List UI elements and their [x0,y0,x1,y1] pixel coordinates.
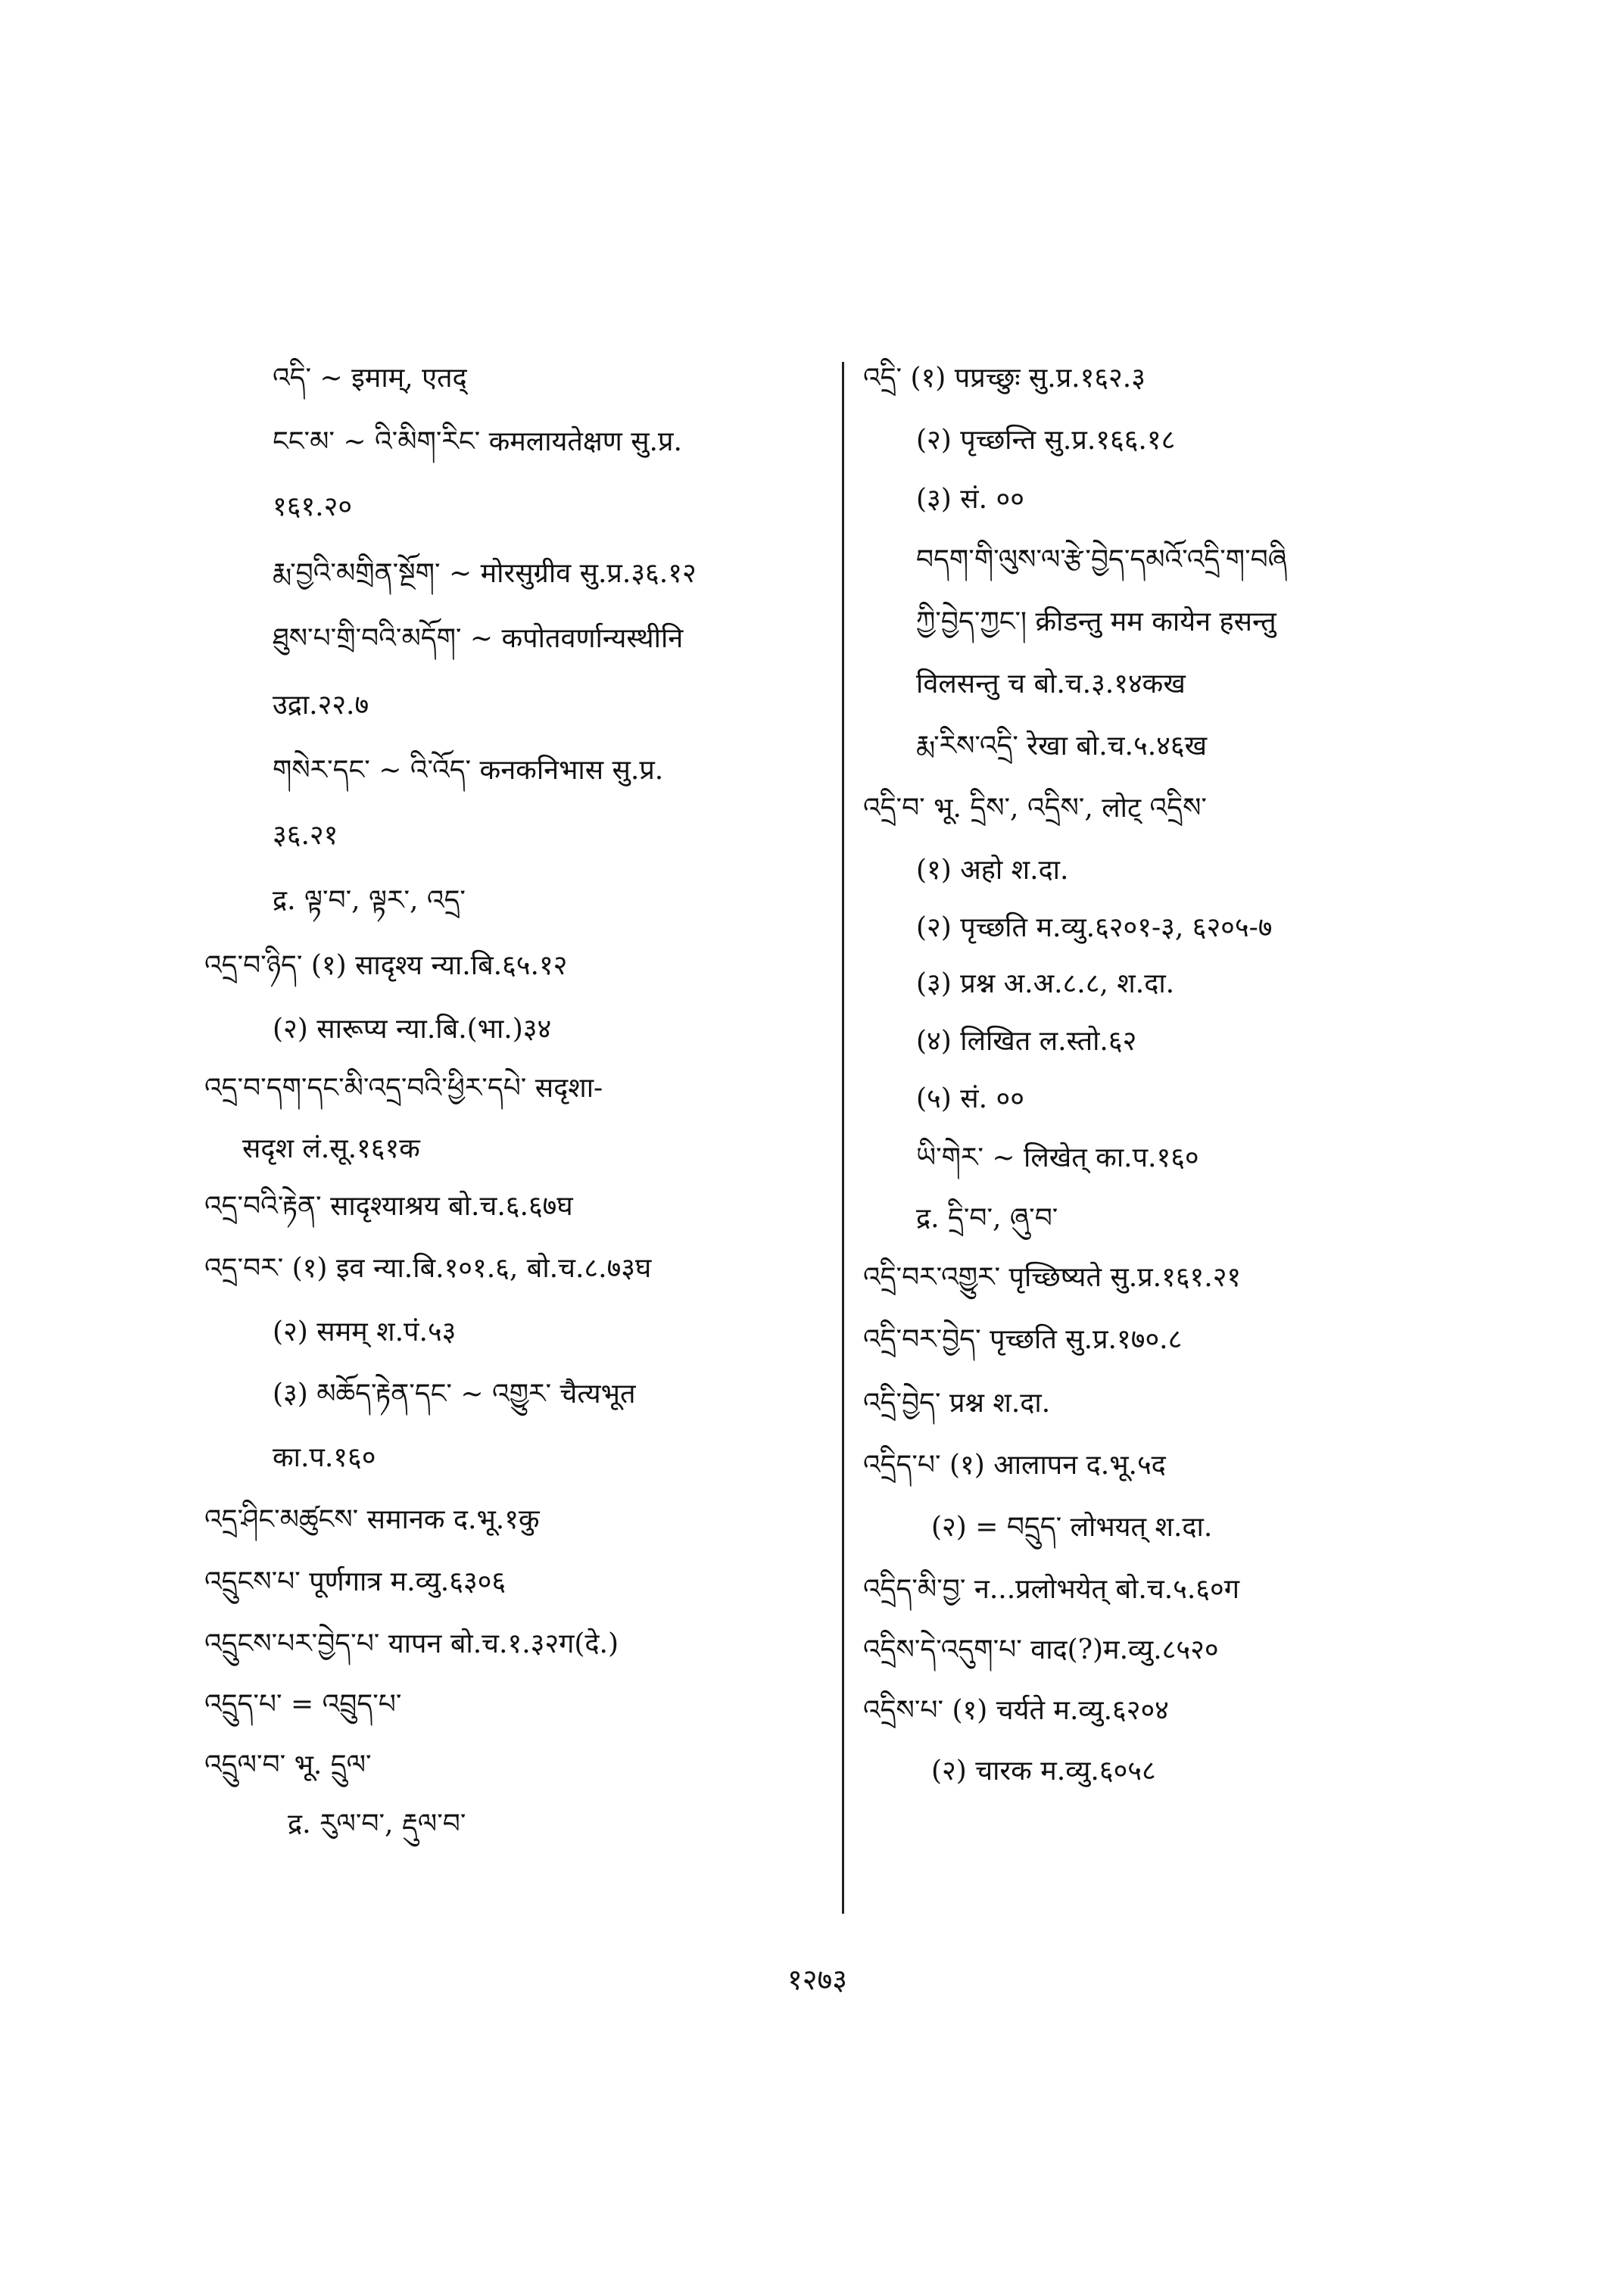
entry-line: (३) མཆོད་རྟེན་དང་ ~ འགྱུར་ चैत्यभूत [273,1379,636,1410]
entry-line: འདྲ་བ་དག་དང་མི་འདྲ་བའི་ཕྱིར་དཔེ་ सदृशा- [204,1073,603,1104]
entry-line: འདྲུད་པ་ = འབྲུད་པ་ [204,1689,402,1720]
entry-line: འདྲི་ (१) पप्रच्छुः सु.प्र.१६२.३ [863,363,1146,394]
entry-line: འདྲི་བར་བྱེད་ पृच्छति सु.प्र.१७०.८ [863,1324,1183,1355]
entry-line: རྨ་བྱའི་མགྲིན་སྔོག་ ~ मोरसुग्रीव सु.प्र.३६.१२ [273,558,697,589]
entry-line: उद्रा.२२.७ [273,690,369,721]
entry-line: འདྲུལ་བ་ भू. དྲུལ་ [204,1749,372,1781]
entry-line: द्र. ལྟ་བ་, ལྟར་, འདྲ་ [273,885,466,916]
entry-line: (५) सं. ०० [916,1083,1024,1114]
entry-line: འདྲ་ཤིང་མཚུངས་ समानक द.भू.१कु [204,1504,540,1535]
entry-line: (३) सं. ०० [916,484,1024,515]
entry-line: འདྲ་བར་ (१) इव न्या.बि.१०१.६, बो.च.८.७३घ [204,1253,652,1284]
entry-line: འདྲིད་པ་ (१) आलापन द.भू.५द [863,1450,1166,1481]
entry-line: འདྲི་བྱེད་ प्रश्न श.दा. [863,1388,1051,1419]
page-number: १२७३ [787,1963,848,1996]
entry-line: འདྲིས་དེ་འདུག་པ་ वाद(?)म.व्यु.८५२० [863,1634,1219,1665]
entry-line: १६१.२० [273,491,353,522]
entry-line: འདྲུངས་པར་བྱེད་པ་ यापन बो.च.१.३२ग(दे.) [204,1628,619,1659]
entry-line: (२) सारूप्य न्या.बि.(भा.)३४ [273,1014,552,1045]
entry-line: ३६.२१ [273,820,338,851]
entry-line: འདྲ་བ་ཉིད་ (१) सादृश्य न्या.बि.६५.१२ [204,950,568,981]
entry-line: (२) पृच्छन्ति सु.प्र.१६६.१८ [916,425,1176,456]
column-divider [842,362,844,1914]
entry-line: ངང་མ་ ~ འི་མིག་རིང་ कमलायतेक्षण सु.प्र. [273,426,682,457]
entry-line: ཀྱི་བྱེད་ཀྱང་། क्रीडन्तु मम कायेन हसन्तु [916,606,1276,637]
entry-line: འདྲི་བ་ भू. དྲིས་, འདྲིས་, लोट् འདྲིས་ [863,793,1207,824]
entry-line: द्र. རུལ་བ་, རྡུལ་བ་ [288,1809,466,1840]
entry-line: (१) अहो श.दा. [916,855,1069,886]
entry-line: འདྲིད་མི་བྱ་ न...प्रलोभयेत् बो.च.५.६०ग [863,1574,1240,1605]
entry-line: བདག་གི་ལུས་ལ་རྩེ་བྱེད་དམའོ་འདྲི་ག་བཞི [916,544,1287,575]
entry-line: གསེར་དང་ ~ འི་འོད་ कनकनिभास सु.प्र. [273,755,664,786]
entry-line: (३) प्रश्न अ.अ.८.८, श.दा. [916,968,1175,999]
entry-line: विलसन्तु च बो.च.३.१४कख [916,668,1186,699]
entry-line: का.प.१६० [273,1442,376,1473]
entry-line: འདྲི་བར་འགྱུར་ पृच्छिष्यते सु.प्र.१६१.२१ [863,1262,1242,1293]
entry-line: (२) = བདྲུད་ लोभयत् श.दा. [931,1512,1213,1543]
entry-line: འདྲིས་པ་ (१) चर्यते म.व्यु.६२०४ [863,1695,1169,1726]
entry-line: རྨ་རིས་འདྲི་ रेखा बो.च.५.४६ख [916,731,1208,762]
entry-line: (२) समम् श.पं.५३ [273,1316,457,1347]
entry-line: सदृश लं.सू.१६१क [242,1133,420,1164]
entry-line: (२) चारक म.व्यु.६०५८ [931,1756,1156,1787]
entry-line: ཡི་གེར་ ~ लिखेत् का.प.१६० [916,1142,1199,1173]
entry-line: (२) पृच्छति म.व्यु.६२०१-३, ६२०५-७ [916,912,1273,943]
entry-line: འདྲུངས་པ་ पूर्णगात्र म.व्यु.६३०६ [204,1566,507,1597]
entry-line: འདི་ ~ इमाम्, एतद् [273,363,467,394]
entry-line: འདྲ་བའི་རྟེན་ सादृश्याश्रय बो.च.६.६७घ [204,1191,573,1222]
entry-line: (४) लिखित ल.स्तो.६२ [916,1026,1137,1057]
entry-line: द्र. དྲི་བ་, ཞུ་བ་ [916,1203,1058,1234]
entry-line: ཐུས་པ་གྲི་བའི་མདོག་ ~ कपोतवर्णान्यस्थीनि [273,623,684,654]
